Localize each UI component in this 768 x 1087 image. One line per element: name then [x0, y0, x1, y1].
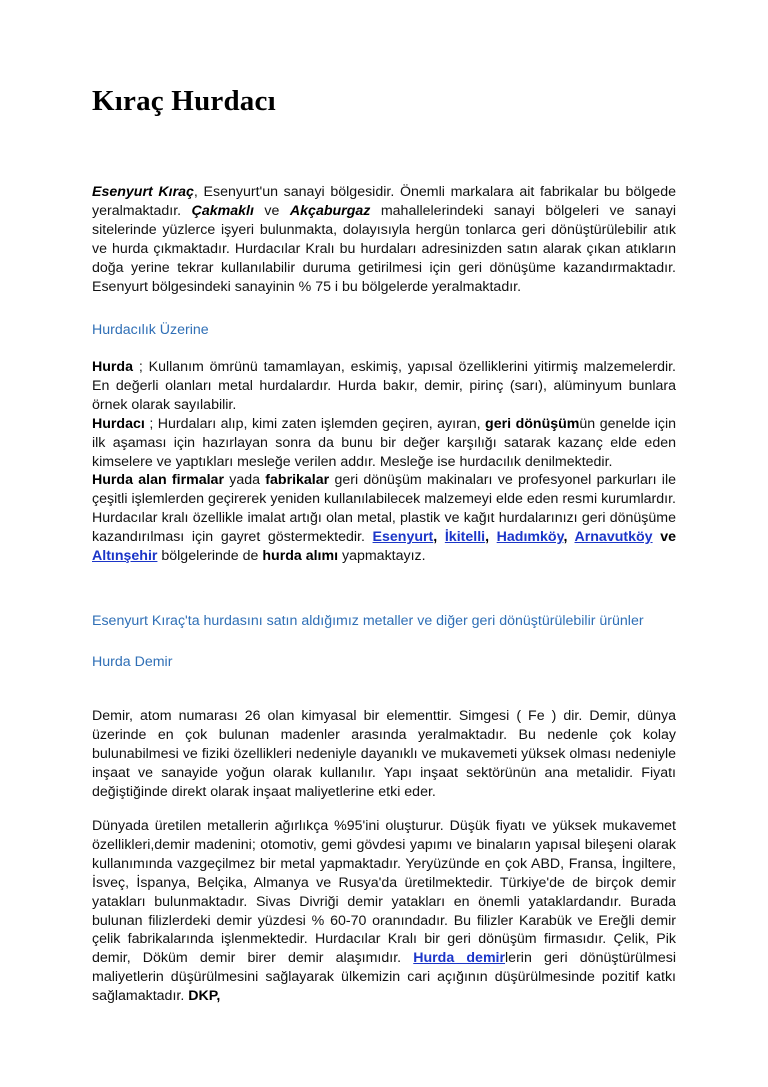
hurda-bold-4: Hurda alan firmalar: [92, 472, 224, 489]
hurda-text-6: bölgelerinde de: [157, 548, 263, 565]
link-arnavutkoy[interactable]: Arnavutköy: [574, 529, 653, 546]
hurda-paragraph: [92, 358, 676, 566]
page-title: Kıraç Hurdacı: [92, 85, 276, 117]
intro-text-3: mahallelerindeki sanayi bölgeleri ve sanayi sitelerinde yüzlerce işyeri bulunmakta, dolayısıyla hergün tonlarca geri dönüştürülebilir atık ve hurda çıkmaktadır. Hurdacılar Kralı bu hurdaları adresinizden satın alarak çıkan atıkların doğa yerine tekrar kullanılabilir duruma getirilmesi için geri dönüşüme kazandırmaktadır. Esenyurt bölgesindeki sanayinin % 75 i bu bölgelerde yeralmaktadır.: [92, 202, 677, 295]
hurda-text-5: geri dönüşüm makinaları ve profesyonel parkurları ile çeşitli işlemlerden geçirerek yeniden kullanılabilecek malzemeyi elde eden resmi kurumlardır. Hurdacılar kralı özellikle imalat artığı olan metal, plastik ve kağıt hurdalarınızı geri dönüşüme kazandırılması için gayret göstermektedir.: [92, 472, 676, 546]
hurda-text-7: yapmaktayız.: [338, 548, 426, 565]
intro-bold-3: Akçaburgaz: [289, 202, 371, 219]
intro-bold-1: Esenyurt Kıraç: [92, 184, 194, 200]
demir-text-2: lerin geri dönüştürülmesi maliyetlerin düşürülmesini sağlayarak ülkemizin cari açığının düşürülmesinde pozitif katkı sağlamaktadır.: [92, 950, 677, 1005]
demir-text-1: Dünyada üretilen metallerin ağırlıkça %95'ini oluşturur. Düşük fiyatı ve yüksek mukavemet özellikleri,demir madenini; otomotiv, gemi gövdesi yapımı ve binaların yapısal bileşeni olarak kullanımında vazgeçilmez bir metal yapmaktadır. Yeryüzünde en çok ABD, Fransa, İngiltere, İsveç, İspanya, Belçika, Almanya ve Rusya'da üretilmektedir. Türkiye'de de birçok demir yatakları bulunmaktadır. Sivas Divriği demir yatakları en önemli yataklardandır. Burada bulunan filizlerdeki demir yüzdesi % 60-70 oranındadır. Bu filizler Karabük ve Ereğli demir çelik fabrikalarında işlenmektedir. Hurdacılar Kralı bir geri dönüşüm firmasıdır. Çelik, Pik demir, Döküm demir birer demir alaşımıdır.: [92, 818, 676, 967]
intro-bold-2: Çakmaklı: [191, 202, 254, 219]
hurda-bold-5: fabrikalar: [265, 472, 330, 489]
hurda-bold-1: Hurda: [92, 359, 133, 375]
hurda-bold-3: geri dönüşüm: [485, 415, 580, 432]
hurda-text-3: ün genelde için ilk aşaması için hazırlayan sonra da bunu bir değer karşılığı satarak kazanç elde eden kimselere ve yaptıkları mesleğe verilen addır. Mesleğe ise hurdacılık denilmektedir.: [92, 415, 676, 470]
heading-hurdacilik: Hurdacılık Üzerine: [92, 322, 209, 338]
hurda-bold-ve: ve: [660, 529, 676, 546]
hurda-bold-7: hurda alımı: [262, 548, 339, 565]
demir-paragraph-1: Demir, atom numarası 26 olan kimyasal bir elementtir. Simgesi ( Fe ) dir. Demir, dünya üzerinde en çok bulunan madenler arasında yeralmaktadır. Bu nedenle çok kolay bulunabilmesi ve fiziki özellikleri nedeniyle dayanıklı ve mukavemeti yüksek olması nedeniyle inşaat ve sanayide yoğun olarak kullanılır. Yapı inşaat sektörünün ana metalidir. Fiyatı değiştiğinde direkt olarak inşaat maliyetlerine etki eder.: [92, 708, 676, 800]
link-hurda-demir[interactable]: Hurda demir: [413, 950, 506, 967]
demir-bold-dkp: DKP,: [188, 988, 221, 1005]
sep-2: ,: [485, 529, 497, 546]
sep-3: ,: [563, 529, 575, 546]
hurda-text-4: yada: [223, 472, 266, 489]
intro-paragraph: [92, 183, 676, 296]
sep-1: ,: [433, 529, 445, 546]
hurda-bold-2: Hurdacı: [92, 415, 145, 432]
intro-text-1: , Esenyurt'un sanayi bölgesidir. Önemli markalara ait fabrikalar bu bölgede yeralmaktadır.: [92, 184, 676, 219]
intro-text-2: ve: [253, 202, 290, 219]
link-ikitelli[interactable]: İkitelli: [444, 529, 486, 546]
heading-metals: Esenyurt Kıraç'ta hurdasını satın aldığımız metaller ve diğer geri dönüştürülebilir ürünler: [92, 613, 644, 629]
link-altinsehir[interactable]: Altınşehir: [92, 548, 158, 565]
hurda-text-1: ; Kullanım ömrünü tamamlayan, eskimiş, yapısal özelliklerini yitirmiş malzemelerdir. En değerli olanları metal hurdalardır. Hurda bakır, demir, pirinç (sarı), alüminyum bunlara örnek olarak sayılabilir.: [92, 359, 676, 413]
heading-hurda-demir: Hurda Demir: [92, 654, 173, 670]
demir-paragraph-2: [92, 817, 676, 1006]
hurda-text-2: ; Hurdaları alıp, kimi zaten işlemden geçiren, ayıran,: [144, 415, 486, 432]
link-esenyurt[interactable]: Esenyurt: [372, 529, 434, 546]
link-hadimkoy[interactable]: Hadımköy: [496, 529, 564, 546]
